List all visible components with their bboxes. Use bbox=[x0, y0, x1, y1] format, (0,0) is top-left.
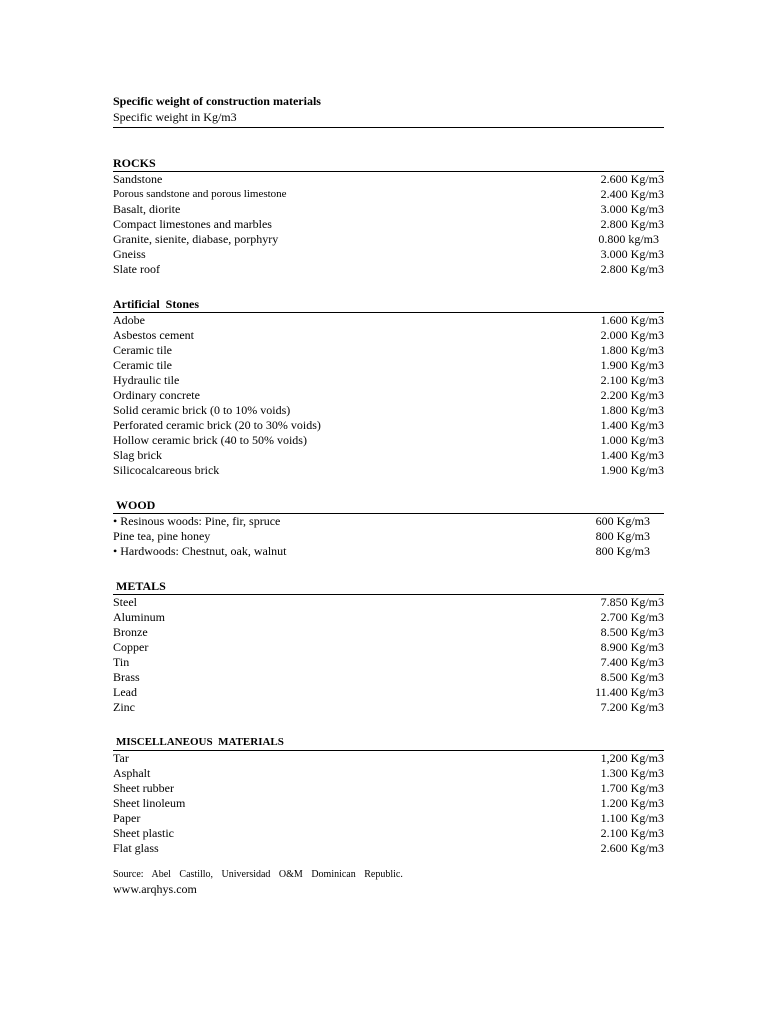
material-weight: 0.800 kg/m3 bbox=[598, 232, 659, 246]
material-weight: 1.000 Kg/m3 bbox=[600, 433, 664, 447]
material-name: Basalt, diorite bbox=[113, 202, 181, 216]
material-name: Asbestos cement bbox=[113, 328, 194, 342]
section-heading-wood: WOOD bbox=[113, 498, 664, 514]
table-row bbox=[113, 625, 664, 640]
table-row bbox=[113, 529, 664, 544]
material-weight: 2.100 Kg/m3 bbox=[600, 826, 664, 840]
material-weight: 3.000 Kg/m3 bbox=[600, 247, 664, 261]
material-name: Tin bbox=[113, 655, 130, 669]
document-subtitle: Specific weight in Kg/m3 bbox=[113, 110, 664, 128]
table-row bbox=[113, 796, 664, 811]
material-name: Lead bbox=[113, 685, 137, 699]
material-weight: 8.900 Kg/m3 bbox=[600, 640, 664, 654]
material-weight: 1,200 Kg/m3 bbox=[600, 751, 664, 765]
material-name: Adobe bbox=[113, 313, 145, 327]
section-rocks bbox=[113, 156, 664, 277]
material-name: Silicocalcareous brick bbox=[113, 463, 220, 477]
material-weight: 600 Kg/m3 bbox=[595, 514, 650, 528]
material-weight: 8.500 Kg/m3 bbox=[600, 625, 664, 639]
table-row bbox=[113, 766, 664, 781]
document-page bbox=[113, 94, 664, 897]
material-name: • Hardwoods: Chestnut, oak, walnut bbox=[113, 544, 287, 558]
table-row bbox=[113, 433, 664, 448]
table-row bbox=[113, 448, 664, 463]
material-weight: 1.300 Kg/m3 bbox=[600, 766, 664, 780]
material-weight: 1.800 Kg/m3 bbox=[600, 343, 664, 357]
material-name: Paper bbox=[113, 811, 141, 825]
material-name: Pine tea, pine honey bbox=[113, 529, 211, 543]
material-name: Tar bbox=[113, 751, 129, 765]
material-name: Asphalt bbox=[113, 766, 151, 780]
material-weight: 7.400 Kg/m3 bbox=[600, 655, 664, 669]
material-name: Flat glass bbox=[113, 841, 159, 855]
material-name: Ordinary concrete bbox=[113, 388, 200, 402]
table-row bbox=[113, 187, 664, 202]
section-wood bbox=[113, 498, 664, 559]
material-name: Hydraulic tile bbox=[113, 373, 180, 387]
material-weight: 800 Kg/m3 bbox=[595, 544, 650, 558]
material-name: Compact limestones and marbles bbox=[113, 217, 272, 231]
material-weight: 2.100 Kg/m3 bbox=[600, 373, 664, 387]
table-row bbox=[113, 202, 664, 217]
table-row bbox=[113, 418, 664, 433]
section-heading-metals: METALS bbox=[113, 579, 664, 595]
material-name: Steel bbox=[113, 595, 137, 609]
material-weight: 2.000 Kg/m3 bbox=[600, 328, 664, 342]
table-row bbox=[113, 841, 664, 856]
material-name: Porous sandstone and porous limestone bbox=[113, 188, 287, 200]
material-weight: 2.800 Kg/m3 bbox=[600, 262, 664, 276]
material-name: Sheet linoleum bbox=[113, 796, 186, 810]
material-weight: 1.200 Kg/m3 bbox=[600, 796, 664, 810]
table-row bbox=[113, 217, 664, 232]
table-row bbox=[113, 670, 664, 685]
material-weight: 1.600 Kg/m3 bbox=[600, 313, 664, 327]
material-weight: 1.400 Kg/m3 bbox=[600, 418, 664, 432]
material-weight: 1.400 Kg/m3 bbox=[600, 448, 664, 462]
material-weight: 2.200 Kg/m3 bbox=[600, 388, 664, 402]
material-weight: 2.600 Kg/m3 bbox=[600, 172, 664, 186]
table-row bbox=[113, 655, 664, 670]
material-weight: 800 Kg/m3 bbox=[595, 529, 650, 543]
material-weight: 7.200 Kg/m3 bbox=[600, 700, 664, 714]
material-weight: 8.500 Kg/m3 bbox=[600, 670, 664, 684]
material-weight: 1.700 Kg/m3 bbox=[600, 781, 664, 795]
table-row bbox=[113, 328, 664, 343]
section-heading-artificial-stones: Artificial Stones bbox=[113, 297, 664, 313]
material-name: Hollow ceramic brick (40 to 50% voids) bbox=[113, 433, 307, 447]
table-row bbox=[113, 544, 664, 559]
material-weight: 7.850 Kg/m3 bbox=[600, 595, 664, 609]
material-name: Ceramic tile bbox=[113, 343, 172, 357]
table-row bbox=[113, 751, 664, 766]
table-row bbox=[113, 373, 664, 388]
material-weight: 2.600 Kg/m3 bbox=[600, 841, 664, 855]
table-row bbox=[113, 826, 664, 841]
material-weight: 2.700 Kg/m3 bbox=[600, 610, 664, 624]
material-name: Granite, sienite, diabase, porphyry bbox=[113, 232, 279, 246]
section-heading-rocks: ROCKS bbox=[113, 156, 664, 172]
table-row bbox=[113, 262, 664, 277]
material-weight: 2.400 Kg/m3 bbox=[600, 187, 664, 201]
section-heading-miscellaneous: MISCELLANEOUS MATERIALS bbox=[113, 735, 664, 751]
source-url: www.arqhys.com bbox=[113, 882, 197, 896]
material-name: Gneiss bbox=[113, 247, 146, 261]
material-weight: 11.400 Kg/m3 bbox=[595, 685, 664, 699]
material-weight: 1.800 Kg/m3 bbox=[600, 403, 664, 417]
table-row bbox=[113, 463, 664, 478]
material-name: Sheet rubber bbox=[113, 781, 174, 795]
table-row bbox=[113, 640, 664, 655]
material-name: Solid ceramic brick (0 to 10% voids) bbox=[113, 403, 291, 417]
source-note: Source: Abel Castillo, Universidad O&M Dominican Republic. bbox=[113, 869, 403, 880]
material-name: • Resinous woods: Pine, fir, spruce bbox=[113, 514, 281, 528]
material-name: Slag brick bbox=[113, 448, 162, 462]
material-name: Zinc bbox=[113, 700, 135, 714]
material-name: Aluminum bbox=[113, 610, 166, 624]
material-name: Slate roof bbox=[113, 262, 160, 276]
material-name: Bronze bbox=[113, 625, 148, 639]
material-weight: 3.000 Kg/m3 bbox=[600, 202, 664, 216]
table-row bbox=[113, 595, 664, 610]
table-row bbox=[113, 514, 664, 529]
table-row bbox=[113, 700, 664, 715]
table-row bbox=[113, 172, 664, 187]
section-artificial-stones bbox=[113, 297, 664, 478]
table-row bbox=[113, 811, 664, 826]
table-row bbox=[113, 685, 664, 700]
material-weight: 2.800 Kg/m3 bbox=[600, 217, 664, 231]
table-row bbox=[113, 781, 664, 796]
material-weight: 1.900 Kg/m3 bbox=[600, 463, 664, 477]
table-row bbox=[113, 403, 664, 418]
table-row bbox=[113, 232, 664, 247]
material-name: Perforated ceramic brick (20 to 30% voids) bbox=[113, 418, 321, 432]
material-name: Copper bbox=[113, 640, 149, 654]
material-weight: 1.100 Kg/m3 bbox=[600, 811, 664, 825]
material-name: Brass bbox=[113, 670, 140, 684]
table-row bbox=[113, 247, 664, 262]
material-weight: 1.900 Kg/m3 bbox=[600, 358, 664, 372]
table-row bbox=[113, 388, 664, 403]
section-miscellaneous bbox=[113, 735, 664, 856]
table-row bbox=[113, 343, 664, 358]
section-metals bbox=[113, 579, 664, 715]
table-row bbox=[113, 610, 664, 625]
material-name: Sheet plastic bbox=[113, 826, 174, 840]
material-name: Ceramic tile bbox=[113, 358, 172, 372]
table-row bbox=[113, 358, 664, 373]
material-name: Sandstone bbox=[113, 172, 163, 186]
document-title: Specific weight of construction materials bbox=[113, 94, 321, 108]
table-row bbox=[113, 313, 664, 328]
